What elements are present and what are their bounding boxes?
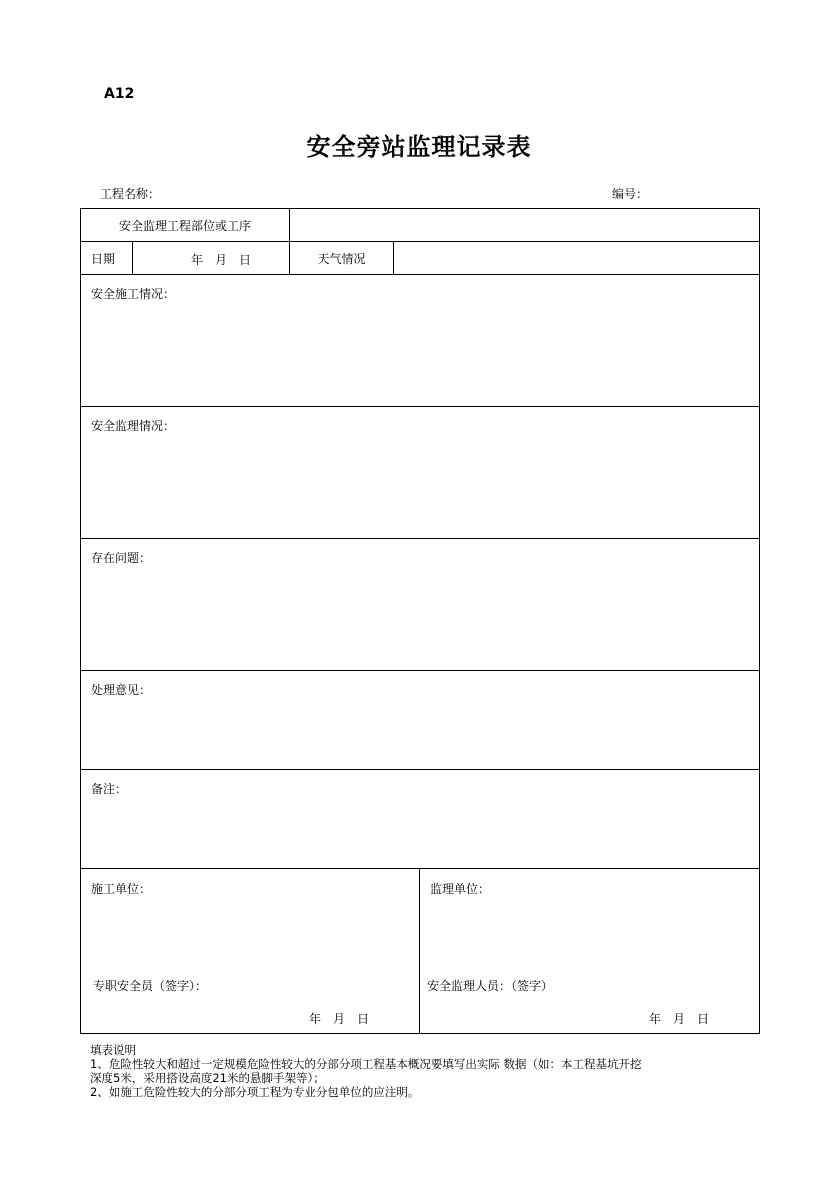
opinion-section[interactable] — [80, 670, 760, 770]
contractor-section[interactable] — [80, 868, 420, 1034]
supervisor-unit-label: 监理单位： — [430, 882, 491, 896]
remarks-label: 备注： — [91, 782, 128, 796]
date-value: 年 月 日 — [191, 253, 252, 267]
notes-heading: 填表说明 — [90, 1043, 136, 1057]
date-label-cell — [80, 241, 133, 275]
notes-line-2: 深度5米，采用搭设高度21米的悬脚手架等）； — [90, 1071, 325, 1085]
notes-line-1: 1、危险性较大和超过一定规模危险性较大的分部分项工程基本概况要填写出实际 数据（如：本工程基坑开挖 — [90, 1057, 642, 1071]
number-label: 编号： — [612, 187, 649, 201]
supervision-status-label: 安全监理情况： — [91, 419, 176, 433]
date-value-cell[interactable] — [132, 241, 290, 275]
part-label-cell — [80, 208, 290, 242]
opinion-label: 处理意见： — [91, 683, 152, 697]
construction-status-section[interactable] — [80, 274, 760, 407]
supervisor-unit-section[interactable] — [419, 868, 760, 1034]
issues-label: 存在问题： — [91, 551, 152, 565]
safety-officer-label: 专职安全员（签字）： — [93, 979, 208, 993]
weather-input-cell[interactable] — [393, 241, 760, 275]
form-code: A12 — [104, 86, 135, 102]
notes-line-3: 2、如施工危险性较大的分部分项工程为专业分包单位的应注明。 — [90, 1085, 420, 1099]
supervisor-date: 年 月 日 — [649, 1012, 710, 1026]
project-name-label: 工程名称： — [100, 187, 161, 201]
part-label: 安全监理工程部位或工序 — [118, 218, 251, 233]
page-title: 安全旁站监理记录表 — [306, 132, 532, 161]
remarks-section[interactable] — [80, 769, 760, 869]
issues-section[interactable] — [80, 538, 760, 671]
contractor-label: 施工单位： — [91, 882, 152, 896]
weather-label-cell — [289, 241, 394, 275]
contractor-date: 年 月 日 — [309, 1012, 370, 1026]
construction-status-label: 安全施工情况： — [91, 287, 176, 301]
weather-label: 天气情况 — [317, 251, 366, 266]
filling-instructions — [90, 1043, 641, 1099]
supervision-status-section[interactable] — [80, 406, 760, 539]
safety-supervisor-label: 安全监理人员：（签字） — [427, 979, 554, 993]
part-input-cell[interactable] — [289, 208, 760, 242]
date-label: 日期 — [91, 251, 116, 266]
